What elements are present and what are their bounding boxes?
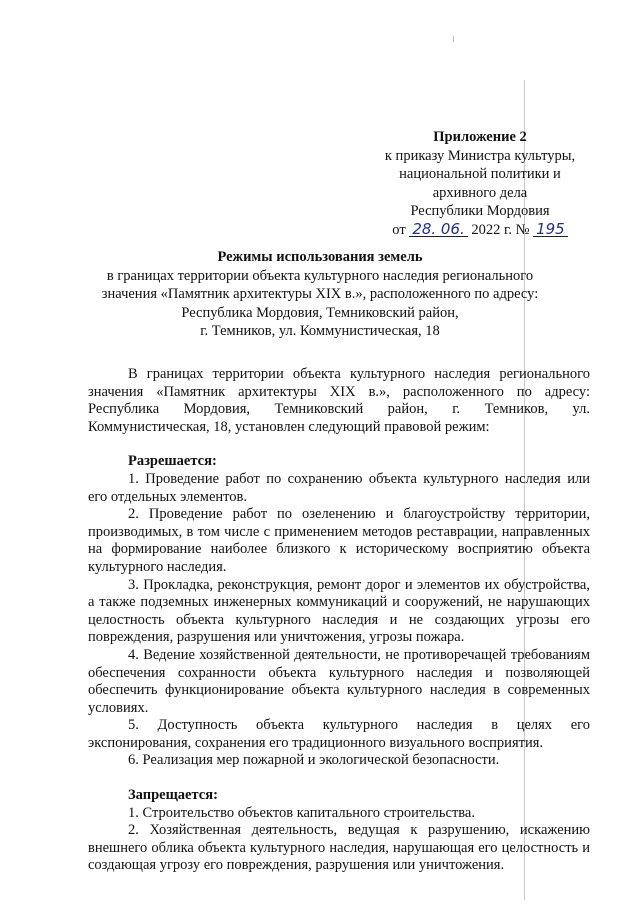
allowed-section-title: Разрешается: — [128, 453, 217, 470]
appendix-line: к приказу Министра культуры, — [384, 147, 576, 164]
appendix-line: национальной политики и — [399, 166, 561, 183]
intro-paragraph: В границах территории объекта культурного наследия регионального значения «Памятник архитектуры XIX в.», расположенного по адресу: Республика Мордовия, Темниковский район, г. Темников, ул. Коммунистическая, 18, установлен следующий правовой режим: — [88, 366, 590, 435]
document-body — [88, 366, 590, 875]
handwritten-order-number: 195 — [533, 222, 568, 237]
document-heading — [90, 248, 550, 341]
appendix-block — [360, 128, 600, 240]
heading-line: Республика Мордовия, Темниковский район, — [181, 304, 459, 321]
forbidden-item: 1. Строительство объектов капитального строительства. — [128, 804, 475, 821]
allowed-item: 5. Доступность объекта культурного наследия в целях его экспонирования, сохранения его традиционного визуального восприятия. — [88, 717, 590, 751]
appendix-title: Приложение 2 — [433, 129, 527, 145]
allowed-item: 4. Ведение хозяйственной деятельности, не противоречащей требованиям обеспечения сохранности объекта культурного наследия и позволяющей обеспечить функционирование объекта культурного наследия в современных условиях. — [88, 646, 590, 716]
heading-line: г. Темников, ул. Коммунистическая, 18 — [200, 323, 440, 340]
forbidden-item: 2. Хозяйственная деятельность, ведущая к разрушению, искажению внешнего облика объекта культурного наследия, нарушающая его целостность и создающая угрозу его повреждения, разрушения или уничтожения. — [88, 822, 590, 874]
appendix-line: архивного дела — [432, 184, 528, 201]
allowed-item: 6. Реализация мер пожарной и экологической безопасности. — [128, 752, 500, 769]
year-suffix: 2022 г. № — [471, 221, 530, 238]
handwritten-date: 28. 06. — [409, 222, 467, 237]
heading-line: значения «Памятник архитектуры XIX в.», расположенного по адресу: — [101, 286, 539, 303]
date-prefix: от — [392, 221, 406, 238]
heading-line: в границах территории объекта культурного наследия регионального — [106, 267, 534, 284]
allowed-item: 2. Проведение работ по озеленению и благоустройству территории, производимых, в том числе с применением методов реставрации, направленных на формирование наиболее близкого к историческому восприятию объекта культурного наследия. — [88, 506, 590, 575]
forbidden-section-title: Запрещается: — [128, 787, 218, 804]
scan-artifact — [453, 36, 454, 42]
order-date-line — [360, 221, 600, 240]
allowed-item: 1. Проведение работ по сохранению объекта культурного наследия или его отдельных элементов. — [88, 470, 590, 505]
appendix-line: Республики Мордовия — [410, 203, 550, 220]
heading-title: Режимы использования земель — [217, 249, 423, 265]
allowed-item: 3. Прокладка, реконструкция, ремонт дорог и элементов их обустройства, а также подземных инженерных коммуникаций и сооружений, не нарушающих целостность объекта культурного наследия и не создающих угрозы его повреждения, разрушения или уничтожения, угрозы пожара. — [88, 576, 590, 646]
